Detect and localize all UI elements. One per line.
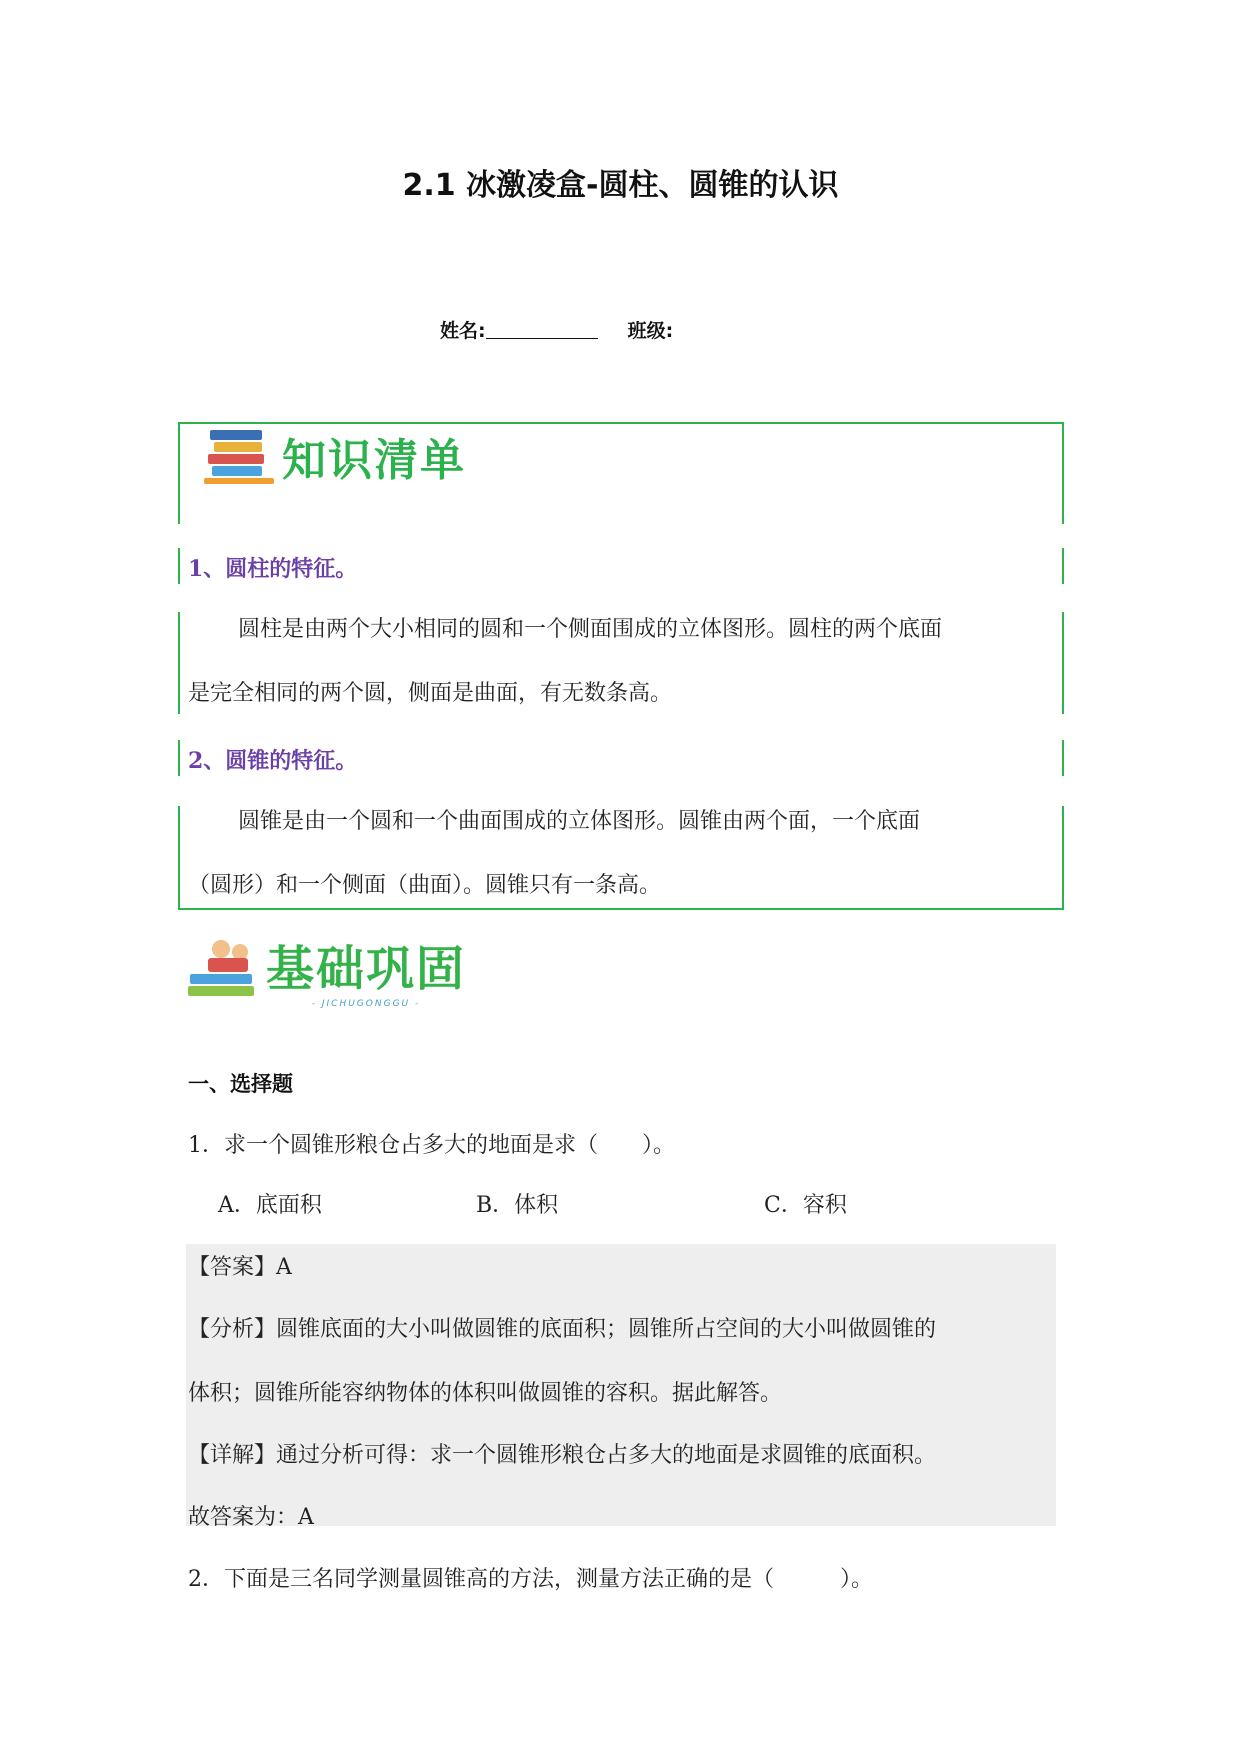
box-right-line	[1062, 806, 1064, 910]
page-title: 2.1 冰激凌盒-圆柱、圆锥的认识	[402, 168, 839, 203]
section-heading-cone: 2、圆锥的特征。	[188, 748, 358, 774]
box-left-line	[178, 612, 180, 714]
detail-line: 【详解】通过分析可得：求一个圆锥形粮仓占多大的地面是求圆锥的底面积。	[188, 1443, 937, 1468]
answer-line: 【答案】A	[188, 1255, 292, 1280]
class-label: 班级:	[627, 320, 674, 342]
box-left-line	[178, 548, 180, 584]
analysis-line1: 【分析】圆锥底面的大小叫做圆锥的底面积；圆锥所占空间的大小叫做圆锥的	[188, 1317, 937, 1342]
section-text-cylinder-line2: 是完全相同的两个圆，侧面是曲面，有无数条高。	[188, 681, 673, 706]
section-text-cylinder-line1: 圆柱是由两个大小相同的圆和一个侧面围成的立体图形。圆柱的两个底面	[238, 617, 943, 642]
option-b[interactable]: B．体积	[476, 1193, 559, 1218]
box-right-line	[1062, 548, 1064, 584]
part-heading: 一、选择题	[188, 1072, 293, 1096]
analysis-line2: 体积；圆锥所能容纳物体的体积叫做圆锥的容积。据此解答。	[188, 1381, 783, 1406]
question-1: 1．求一个圆锥形粮仓占多大的地面是求（ ）。	[188, 1133, 675, 1158]
section-text-cone-line2: （圆形）和一个侧面（曲面）。圆锥只有一条高。	[188, 873, 662, 898]
section-heading-cylinder: 1、圆柱的特征。	[188, 556, 358, 582]
knowledge-banner-text: 知识清单	[282, 435, 466, 486]
section-text-cone-line1: 圆锥是由一个圆和一个曲面围成的立体图形。圆锥由两个面，一个底面	[238, 809, 921, 834]
option-c[interactable]: C．容积	[764, 1193, 847, 1218]
name-class-row	[440, 316, 673, 343]
basic-banner-subtitle: - JICHUGONGGU -	[311, 999, 421, 1009]
name-blank[interactable]	[486, 320, 598, 339]
knowledge-banner	[204, 424, 466, 488]
conclusion-line: 故答案为：A	[188, 1505, 314, 1530]
question-2: 2．下面是三名同学测量圆锥高的方法，测量方法正确的是（ ）。	[188, 1567, 873, 1592]
box-right-line	[1062, 740, 1064, 776]
books-icon	[204, 424, 274, 488]
basic-banner-text: 基础巩固	[266, 941, 467, 997]
option-a[interactable]: A．底面积	[218, 1193, 322, 1218]
kids-reading-icon	[188, 938, 258, 1002]
box-right-line	[1062, 612, 1064, 714]
basic-banner	[188, 930, 466, 1009]
box-left-line	[178, 806, 180, 910]
box-left-line	[178, 740, 180, 776]
name-label: 姓名:	[440, 320, 486, 342]
